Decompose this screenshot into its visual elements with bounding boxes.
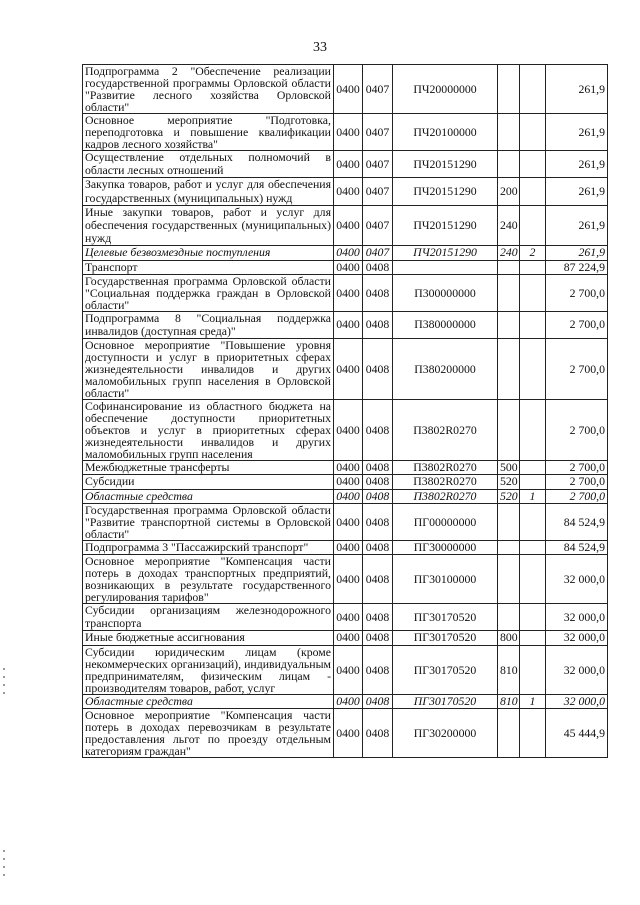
row-expense-type: 810 <box>498 645 520 694</box>
row-expense-type <box>498 555 520 604</box>
row-name: Субсидии организациям железнодорожного транспорта <box>83 604 334 631</box>
row-funding-source <box>520 114 546 151</box>
row-subsection-code: 0408 <box>363 461 393 475</box>
row-amount: 84 524,9 <box>546 503 608 540</box>
row-section-code: 0400 <box>334 246 363 260</box>
row-subsection-code: 0408 <box>363 489 393 503</box>
row-name: Основное мероприятие "Подготовка, переподготовка и повышение квалификации кадров лесного хозяйства" <box>83 114 334 151</box>
row-subsection-code: 0408 <box>363 694 393 708</box>
row-funding-source: 1 <box>520 489 546 503</box>
row-target-article: ПГ30100000 <box>393 555 498 604</box>
table-row <box>83 339 608 400</box>
margin-mark <box>3 850 5 882</box>
table-row <box>83 114 608 151</box>
row-name: Государственная программа Орловской области "Развитие транспортной системы в Орловской области" <box>83 503 334 540</box>
row-section-code: 0400 <box>334 604 363 631</box>
row-name: Межбюджетные трансферты <box>83 461 334 475</box>
row-target-article: П3802R0270 <box>393 461 498 475</box>
row-amount: 261,9 <box>546 65 608 114</box>
row-target-article: П300000000 <box>393 274 498 311</box>
row-amount: 2 700,0 <box>546 274 608 311</box>
table-row <box>83 555 608 604</box>
row-subsection-code: 0407 <box>363 178 393 205</box>
row-expense-type: 800 <box>498 631 520 645</box>
row-amount: 32 000,0 <box>546 631 608 645</box>
row-subsection-code: 0408 <box>363 260 393 274</box>
row-expense-type: 240 <box>498 246 520 260</box>
row-subsection-code: 0407 <box>363 205 393 246</box>
row-name: Субсидии юридическим лицам (кроме некоммерческих организаций), индивидуальным предпринимателям, физическим лицам - производителям товаров, работ, услуг <box>83 645 334 694</box>
table-row <box>83 400 608 461</box>
row-amount: 32 000,0 <box>546 645 608 694</box>
row-funding-source <box>520 311 546 338</box>
row-funding-source <box>520 645 546 694</box>
row-section-code: 0400 <box>334 339 363 400</box>
row-section-code: 0400 <box>334 475 363 489</box>
row-amount: 261,9 <box>546 114 608 151</box>
row-name: Основное мероприятие "Компенсация части потерь в доходах транспортных предприятий, возникающих в результате государственного регулирования тарифов" <box>83 555 334 604</box>
row-section-code: 0400 <box>334 489 363 503</box>
table-row <box>83 489 608 503</box>
row-expense-type: 810 <box>498 694 520 708</box>
row-name: Осуществление отдельных полномочий в области лесных отношений <box>83 151 334 178</box>
row-amount: 2 700,0 <box>546 311 608 338</box>
row-section-code: 0400 <box>334 114 363 151</box>
table-row <box>83 503 608 540</box>
row-amount: 261,9 <box>546 246 608 260</box>
row-section-code: 0400 <box>334 708 363 757</box>
row-target-article: ПЧ20151290 <box>393 246 498 260</box>
row-expense-type: 520 <box>498 475 520 489</box>
row-target-article: П380000000 <box>393 311 498 338</box>
row-expense-type <box>498 540 520 554</box>
row-funding-source <box>520 274 546 311</box>
row-expense-type: 200 <box>498 178 520 205</box>
row-funding-source <box>520 461 546 475</box>
table-row <box>83 274 608 311</box>
row-section-code: 0400 <box>334 311 363 338</box>
row-target-article: ПЧ20000000 <box>393 65 498 114</box>
table-row <box>83 708 608 757</box>
row-expense-type <box>498 708 520 757</box>
row-target-article: ПГ30170520 <box>393 604 498 631</box>
row-funding-source <box>520 631 546 645</box>
row-expense-type <box>498 311 520 338</box>
row-amount: 261,9 <box>546 205 608 246</box>
table-row <box>83 461 608 475</box>
table-row <box>83 246 608 260</box>
row-section-code: 0400 <box>334 260 363 274</box>
row-subsection-code: 0408 <box>363 400 393 461</box>
row-funding-source <box>520 708 546 757</box>
table-row <box>83 178 608 205</box>
row-name: Целевые безвозмездные поступления <box>83 246 334 260</box>
row-name: Транспорт <box>83 260 334 274</box>
row-target-article: ПГ30200000 <box>393 708 498 757</box>
table-row <box>83 604 608 631</box>
row-target-article <box>393 260 498 274</box>
row-subsection-code: 0408 <box>363 604 393 631</box>
row-funding-source <box>520 178 546 205</box>
row-expense-type <box>498 151 520 178</box>
row-section-code: 0400 <box>334 400 363 461</box>
row-section-code: 0400 <box>334 540 363 554</box>
row-subsection-code: 0408 <box>363 475 393 489</box>
row-amount: 32 000,0 <box>546 694 608 708</box>
row-amount: 2 700,0 <box>546 400 608 461</box>
row-expense-type <box>498 339 520 400</box>
row-target-article: ПЧ20151290 <box>393 178 498 205</box>
row-funding-source <box>520 260 546 274</box>
row-funding-source: 1 <box>520 694 546 708</box>
row-expense-type: 520 <box>498 489 520 503</box>
budget-table <box>82 64 608 758</box>
row-amount: 2 700,0 <box>546 461 608 475</box>
table-row <box>83 694 608 708</box>
row-target-article: П3802R0270 <box>393 475 498 489</box>
row-target-article: ПГ30170520 <box>393 694 498 708</box>
row-section-code: 0400 <box>334 65 363 114</box>
row-funding-source <box>520 151 546 178</box>
row-name: Областные средства <box>83 489 334 503</box>
row-funding-source <box>520 555 546 604</box>
row-expense-type <box>498 503 520 540</box>
row-amount: 32 000,0 <box>546 604 608 631</box>
row-name: Основное мероприятие "Повышение уровня доступности и услуг в приоритетных сферах жизнедеятельности инвалидов и других маломобильных групп населения в Орловской области" <box>83 339 334 400</box>
row-subsection-code: 0408 <box>363 631 393 645</box>
row-subsection-code: 0408 <box>363 708 393 757</box>
table-row <box>83 65 608 114</box>
row-amount: 87 224,9 <box>546 260 608 274</box>
row-name: Иные бюджетные ассигнования <box>83 631 334 645</box>
row-subsection-code: 0408 <box>363 339 393 400</box>
row-funding-source <box>520 205 546 246</box>
row-name: Закупка товаров, работ и услуг для обеспечения государственных (муниципальных) нужд <box>83 178 334 205</box>
row-name: Подпрограмма 8 "Социальная поддержка инвалидов (доступная среда)" <box>83 311 334 338</box>
row-subsection-code: 0408 <box>363 274 393 311</box>
table-row <box>83 475 608 489</box>
row-section-code: 0400 <box>334 151 363 178</box>
row-subsection-code: 0408 <box>363 555 393 604</box>
row-amount: 84 524,9 <box>546 540 608 554</box>
row-expense-type <box>498 65 520 114</box>
row-name: Основное мероприятие "Компенсация части потерь в доходах перевозчикам в результате предоставления льгот по проезду отдельным категориям граждан" <box>83 708 334 757</box>
row-name: Подпрограмма 2 "Обеспечение реализации государственной программы Орловской области "Развитие лесного хозяйства Орловской области" <box>83 65 334 114</box>
table-row <box>83 205 608 246</box>
row-section-code: 0400 <box>334 274 363 311</box>
row-target-article: П380200000 <box>393 339 498 400</box>
row-expense-type <box>498 114 520 151</box>
margin-mark <box>3 668 5 700</box>
row-section-code: 0400 <box>334 205 363 246</box>
row-subsection-code: 0407 <box>363 114 393 151</box>
row-target-article: ПГ30170520 <box>393 645 498 694</box>
row-name: Иные закупки товаров, работ и услуг для обеспечения государственных (муниципальных) нужд <box>83 205 334 246</box>
row-section-code: 0400 <box>334 503 363 540</box>
row-amount: 261,9 <box>546 178 608 205</box>
table-row <box>83 260 608 274</box>
row-subsection-code: 0408 <box>363 540 393 554</box>
row-amount: 2 700,0 <box>546 339 608 400</box>
row-section-code: 0400 <box>334 631 363 645</box>
row-funding-source <box>520 400 546 461</box>
row-amount: 32 000,0 <box>546 555 608 604</box>
row-expense-type <box>498 260 520 274</box>
table-row <box>83 311 608 338</box>
row-funding-source <box>520 339 546 400</box>
row-target-article: ПЧ20100000 <box>393 114 498 151</box>
row-expense-type <box>498 604 520 631</box>
row-subsection-code: 0408 <box>363 311 393 338</box>
page-number: 33 <box>313 40 327 55</box>
row-amount: 45 444,9 <box>546 708 608 757</box>
row-name: Государственная программа Орловской области "Социальная поддержка граждан в Орловской области" <box>83 274 334 311</box>
row-target-article: ПГ30170520 <box>393 631 498 645</box>
row-target-article: П3802R0270 <box>393 489 498 503</box>
row-funding-source <box>520 540 546 554</box>
row-name: Субсидии <box>83 475 334 489</box>
row-section-code: 0400 <box>334 461 363 475</box>
row-funding-source <box>520 475 546 489</box>
row-funding-source <box>520 503 546 540</box>
row-section-code: 0400 <box>334 645 363 694</box>
row-subsection-code: 0408 <box>363 645 393 694</box>
row-amount: 2 700,0 <box>546 475 608 489</box>
row-section-code: 0400 <box>334 555 363 604</box>
row-target-article: ПЧ20151290 <box>393 151 498 178</box>
row-expense-type: 500 <box>498 461 520 475</box>
row-subsection-code: 0408 <box>363 503 393 540</box>
row-target-article: ПГ00000000 <box>393 503 498 540</box>
row-funding-source: 2 <box>520 246 546 260</box>
row-target-article: ПГ30000000 <box>393 540 498 554</box>
row-name: Областные средства <box>83 694 334 708</box>
row-target-article: П3802R0270 <box>393 400 498 461</box>
row-name: Софинансирование из областного бюджета на обеспечение доступности приоритетных объектов и услуг в приоритетных сферах жизнедеятельности инвалидов и других маломобильных групп населения <box>83 400 334 461</box>
row-amount: 2 700,0 <box>546 489 608 503</box>
row-target-article: ПЧ20151290 <box>393 205 498 246</box>
row-subsection-code: 0407 <box>363 151 393 178</box>
row-expense-type <box>498 274 520 311</box>
table-row <box>83 540 608 554</box>
table-body <box>83 65 608 758</box>
row-name: Подпрограмма 3 "Пассажирский транспорт" <box>83 540 334 554</box>
row-expense-type <box>498 400 520 461</box>
table-row <box>83 631 608 645</box>
row-subsection-code: 0407 <box>363 246 393 260</box>
row-expense-type: 240 <box>498 205 520 246</box>
row-subsection-code: 0407 <box>363 65 393 114</box>
row-section-code: 0400 <box>334 694 363 708</box>
table-row <box>83 151 608 178</box>
row-section-code: 0400 <box>334 178 363 205</box>
row-funding-source <box>520 65 546 114</box>
row-funding-source <box>520 604 546 631</box>
table-row <box>83 645 608 694</box>
row-amount: 261,9 <box>546 151 608 178</box>
